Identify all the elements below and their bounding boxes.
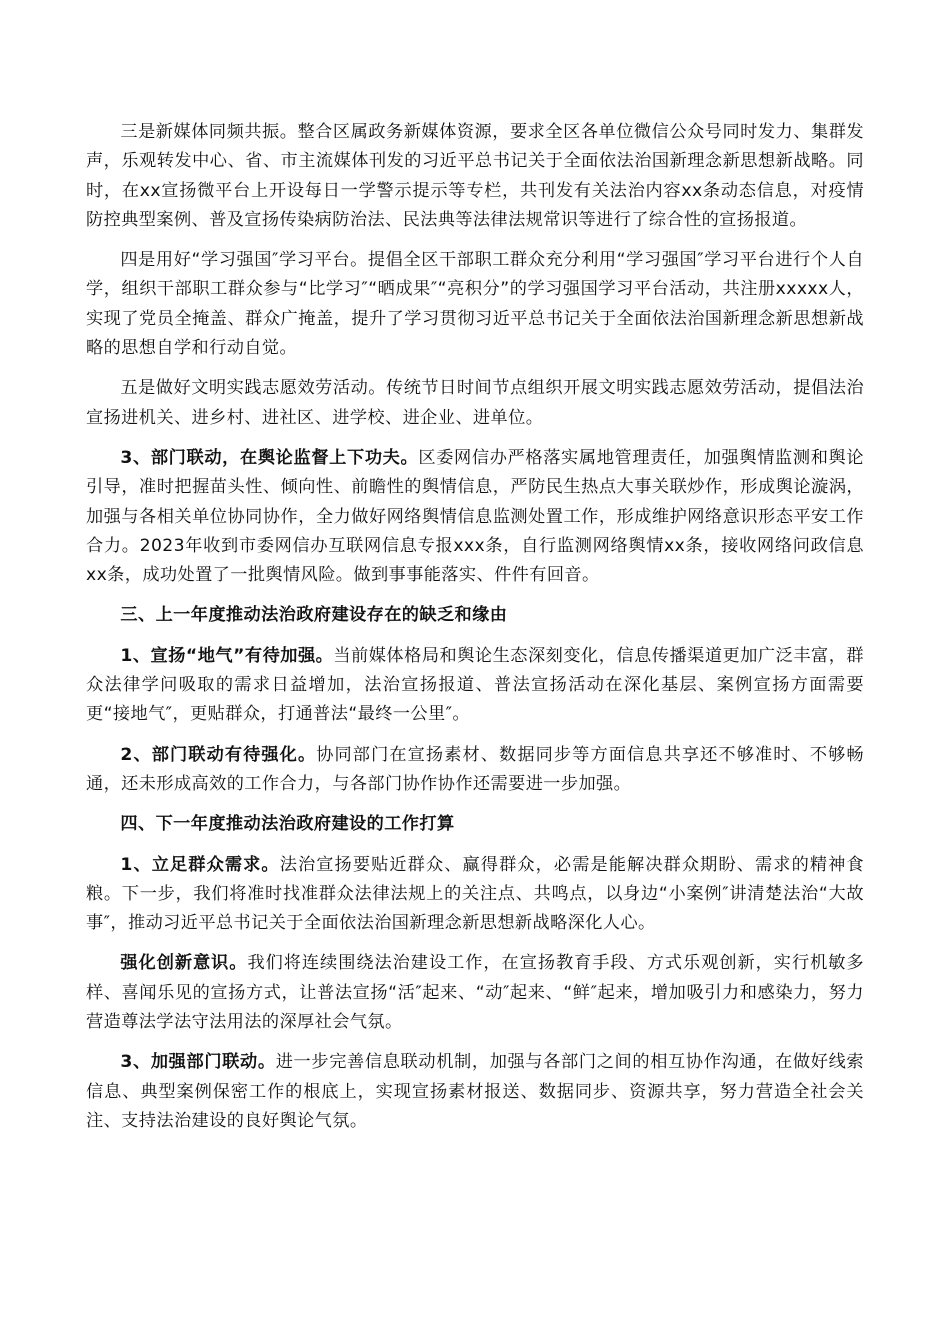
paragraph-lead: 强化创新意识。 — [120, 953, 248, 974]
paragraph-linkage-strengthen — [86, 741, 864, 800]
paragraph-text: 进一步完善信息联动机制，加强与各部门之间的相互协作沟通，在做好线索信息、典型案例保密工作的根底上，实现宣扬素材报送、数据同步、资源共享，努力营造全社会关注、支持法治建设的良好舆论气氛。 — [86, 1052, 865, 1131]
paragraph-public-needs — [86, 851, 864, 939]
section-heading-plans: 四、下一年度推动法治政府建设的工作打算 — [120, 814, 455, 835]
paragraph-text: 四是用好“学习强国″学习平台。提倡全区干部职工群众充分利用“学习强国″学习平台进行个人自学，组织干部职工群众参与“比学习″“晒成果″“亮积分”的学习强国学习平台活动，共注册xxxxx人，实现了党员全掩盖、群众广掩盖，提升了学习贯彻习近平总书记关于全面依法治国新理念新思想新战略的思想自学和行动自觉。 — [86, 250, 864, 359]
paragraph-lead: 1、立足群众需求。 — [120, 854, 280, 875]
paragraph-lead: 1、宣扬“地气”有待加强。 — [120, 645, 334, 666]
paragraph-text: 区委网信办严格落实属地管理责任，加强舆情监测和舆论引导，准时把握苗头性、倾向性、前瞻性的舆情信息，严防民生热点大事关联炒作，形成舆论漩涡，加强与各相关单位协同协作，全力做好网络舆情信息监测处置工作，形成维护网络意识形态平安工作合力。2023年收到市委网信办互联网信息专报xxx条，自行监测网络舆情xx条，接收网络问政信息xx条，成功处置了一批舆情风险。做到事事能落实、件件有回音。 — [86, 447, 864, 586]
paragraph-strengthen-linkage — [86, 1048, 864, 1136]
paragraph-text: 五是做好文明实践志愿效劳活动。传统节日时间节点组织开展文明实践志愿效劳活动，提倡法治宣扬进机关、进乡村、进社区、进学校、进企业、进单位。 — [86, 378, 864, 428]
document-page — [86, 118, 864, 1147]
section-heading-shortcomings: 三、上一年度推动法治政府建设存在的缺乏和缘由 — [120, 605, 508, 626]
paragraph-department-linkage — [86, 444, 864, 590]
paragraph-text: 协同部门在宣扬素材、数据同步等方面信息共享还不够准时、不够畅通，还未形成高效的工作合力，与各部门协作协作还需要进一步加强。 — [86, 744, 864, 794]
paragraph-grounding — [86, 642, 864, 730]
paragraph-lead: 2、部门联动有待强化。 — [120, 744, 317, 765]
paragraph-volunteer-service — [86, 374, 864, 433]
paragraph-text: 三是新媒体同频共振。整合区属政务新媒体资源，要求全区各单位微信公众号同时发力、集群发声，乐观转发中心、省、市主流媒体刊发的习近平总书记关于全面依法治国新理念新思想新战略。同时，在xx宣扬微平台上开设每日一学警示提示等专栏，共刊发有关法治内容xx条动态信息，对疫情防控典型案例、普及宣扬传染病防治法、民法典等法律法规常识等进行了综合性的宣扬报道。 — [86, 122, 864, 230]
paragraph-study-platform — [86, 246, 864, 363]
paragraph-lead: 3、加强部门联动。 — [120, 1052, 276, 1073]
paragraph-new-media — [86, 118, 864, 235]
paragraph-text: 我们将连续围绕法治建设工作，在宣扬教育手段、方式乐观创新，实行机敏多样、喜闻乐见的宣扬方式，让普法宣扬“活″起来、“动″起来、“鲜″起来，增加吸引力和感染力，努力营造尊法学法守法用法的深厚社会气氛。 — [86, 953, 864, 1033]
paragraph-lead: 3、部门联动，在舆论监督上下功夫。 — [120, 447, 419, 468]
paragraph-innovation — [86, 949, 864, 1037]
paragraph-text: 法治宣扬要贴近群众、赢得群众，必需是能解决群众期盼、需求的精神食粮。下一步，我们将准时找准群众法律法规上的关注点、共鸣点，以身边“小案例″讲清楚法治“大故事″，推动习近平总书记关于全面依法治国新理念新思想新战略深化人心。 — [86, 854, 864, 934]
paragraph-text: 当前媒体格局和舆论生态深刻变化，信息传播渠道更加广泛丰富，群众法律学问吸取的需求日益增加，法治宣扬报道、普法宣扬活动在深化基层、案例宣扬方面需要更“接地气″，更贴群众，打通普法“最终一公里″。 — [86, 645, 864, 725]
